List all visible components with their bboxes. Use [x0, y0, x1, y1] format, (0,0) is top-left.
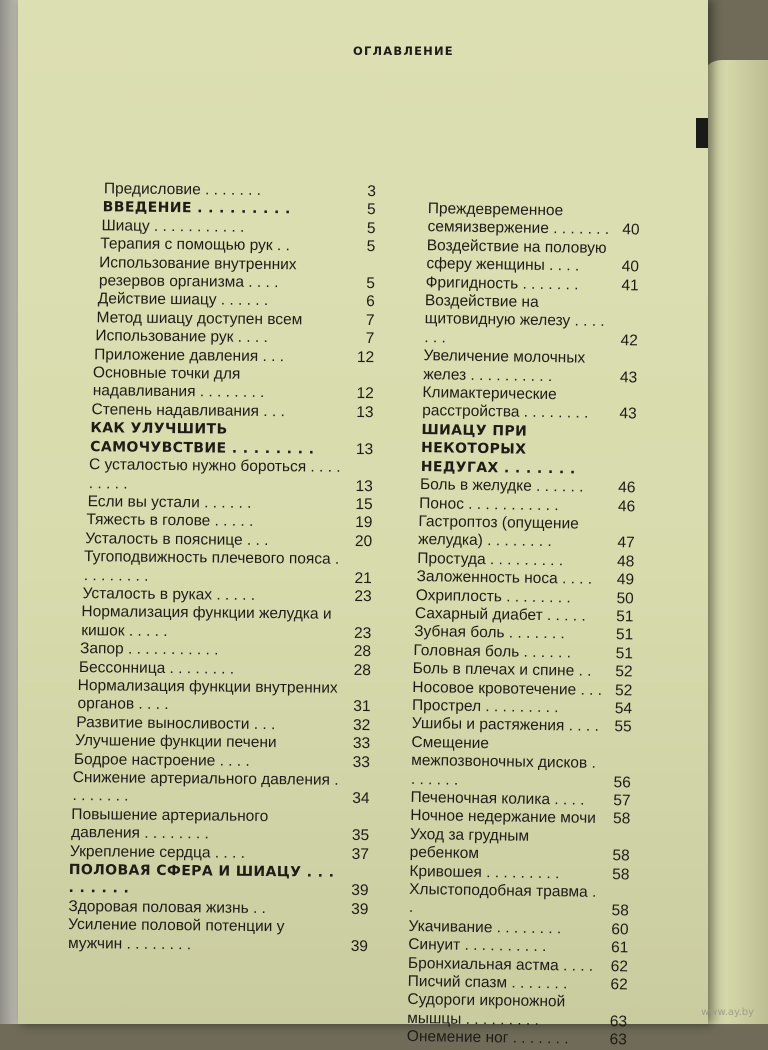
toc-entry-page: 5 — [366, 275, 376, 293]
toc-entry-title: Понос . . . . . . . . . . . — [419, 494, 559, 514]
toc-entry-title: Писчий спазм . . . . . . . — [407, 972, 568, 993]
toc-entry-title: Увеличение молочных желез . . . . . . . . . . — [423, 347, 586, 385]
toc-column-right — [407, 200, 640, 1050]
toc-entry-page: 40 — [621, 258, 640, 276]
toc-entry-title: Воздействие на половую сферу женщины . . . . — [426, 236, 607, 275]
toc-entry-page: 32 — [352, 716, 371, 734]
toc-entry-page: 52 — [614, 681, 633, 699]
toc-entry-title: Синуит . . . . . . . . . . — [408, 936, 547, 956]
toc-entry-title: Охриплость . . . . . . . . — [415, 586, 571, 606]
toc-entry-title: ВВЕДЕНИЕ . . . . . . . . . — [102, 199, 291, 218]
toc-entry-title: Хлыстоподобная травма . . — [408, 880, 597, 917]
toc-entry-page: 62 — [610, 957, 629, 976]
toc-entry-page: 43 — [619, 368, 638, 387]
toc-entry — [72, 548, 372, 588]
toc-entry — [407, 991, 628, 1031]
toc-entry — [411, 734, 632, 793]
toc-entry-title: Основные точки для надавливания . . . . . . . . — [92, 364, 265, 402]
toc-entry-page: 52 — [615, 663, 633, 681]
page-title: ОГЛАВЛЕНИЕ — [353, 44, 454, 58]
toc-entry-page: 39 — [351, 900, 369, 918]
next-page-edge — [700, 60, 768, 1024]
toc-entry-page: 40 — [622, 221, 640, 239]
toc-entry-page: 12 — [356, 348, 375, 366]
toc-entry-page: 28 — [353, 643, 372, 661]
toc-entry-title: Тугоподвижность плечевого пояса . . . . . . . . . — [83, 548, 340, 585]
toc-entry-title: ШИАЦУ ПРИ НЕКОТОРЫХ НЕДУГАХ . . . . . . . — [420, 421, 576, 478]
toc-entry — [73, 456, 373, 496]
toc-entry-title: Смещение межпозвоночных дисков . . . . . . . — [410, 733, 596, 789]
toc-entry-title: Терапия с помощью рук . . — [100, 235, 290, 255]
toc-entry-page: 61 — [610, 939, 629, 957]
toc-entry-title: Ночное недержание мочи — [410, 807, 597, 828]
toc-entry-title: Бодрое настроение . . . . — [73, 750, 250, 770]
toc-entry-page: 7 — [365, 311, 375, 329]
toc-entry-page: 54 — [614, 700, 633, 718]
toc-entry-title: Использование рук . . . . — [95, 327, 268, 347]
toc-entry-page: 48 — [616, 552, 635, 571]
toc-entry-page: 50 — [616, 589, 634, 607]
toc-entry-page: 58 — [612, 847, 630, 865]
toc-entry-title: Улучшение функции печени — [75, 732, 277, 752]
toc-entry — [415, 513, 636, 553]
toc-entry-title: Климактерические расстройства . . . . . . . . — [422, 384, 589, 423]
toc-entry-page: 31 — [353, 698, 371, 716]
toc-entry-page: 58 — [612, 865, 630, 883]
toc-entry-page: 46 — [617, 497, 636, 515]
toc-entry-page: 51 — [616, 608, 634, 626]
toc-entry-title: Боль в желудке . . . . . . — [419, 476, 584, 496]
toc-entry-page: 5 — [366, 201, 376, 219]
toc-entry-title: Повышение артериального давления . . . . . . . . — [71, 805, 269, 843]
toc-entry — [410, 826, 631, 866]
toc-entry-title: Шиацу . . . . . . . . . . . — [101, 217, 245, 236]
toc-entry — [407, 1028, 627, 1050]
toc-entry-page: 12 — [356, 385, 374, 403]
toc-entry-title: Усталость в пояснице . . . — [85, 529, 269, 549]
toc-entry-title: Нормализация функции желудка и кишок . . . . . — [81, 603, 332, 640]
toc-entry-title: Бессонница . . . . . . . . — [78, 658, 235, 678]
toc-entry-page: 19 — [355, 514, 373, 532]
page-marker — [696, 118, 708, 148]
toc-entry-page: 6 — [366, 293, 375, 311]
toc-entry-page: 20 — [354, 532, 373, 550]
toc-entry-title: Усиление половой потенции у мужчин . . . . . . . . — [67, 916, 285, 953]
toc-entry-page: 23 — [354, 587, 372, 606]
toc-entry-title: Зубная боль . . . . . . . — [414, 623, 565, 643]
toc-entry — [68, 916, 368, 956]
toc-entry-page: 33 — [352, 735, 371, 753]
toc-entry-title: Прострел . . . . . . . . . — [411, 696, 559, 717]
toc-entry — [418, 292, 639, 351]
toc-entry-title: Укрепление сердца . . . . — [69, 842, 246, 862]
toc-entry — [409, 881, 630, 921]
toc-entry-page: 5 — [366, 219, 376, 237]
toc-column-left — [68, 180, 376, 956]
toc-entry-page: 37 — [351, 845, 370, 863]
toc-entry-title: Метод шиацу доступен всем — [96, 309, 303, 329]
toc-entry-page: 13 — [355, 440, 374, 458]
toc-entry-page: 62 — [610, 976, 628, 994]
toc-entry-title: Предисловие . . . . . . . — [103, 180, 262, 199]
toc-entry-page: 57 — [613, 792, 631, 810]
toc-entry-title: Степень надавливания . . . — [91, 401, 285, 421]
toc-entry-title: ПОЛОВАЯ СФЕРА И ШИАЦУ . . . . . . . . . — [68, 861, 335, 898]
toc-entry-title: Действие шиацу . . . . . . — [97, 290, 269, 310]
toc-entry — [70, 677, 370, 717]
toc-entry-title: Носовое кровотечение . . . — [412, 678, 603, 699]
toc-entry-title: Боль в плечах и спине . . — [412, 660, 592, 680]
toc-entry-title: Печеночная колика . . . . — [410, 788, 585, 809]
toc-entry-title: Онемение ног . . . . . . . — [406, 1028, 569, 1048]
toc-entry-page: 39 — [351, 882, 369, 900]
toc-entry-page: 33 — [352, 753, 371, 771]
toc-entry-title: Уход за грудным ребенком — [409, 825, 530, 863]
toc-entry — [416, 421, 637, 480]
toc-entry-title: Бронхиальная астма . . . . — [407, 954, 594, 975]
toc-entry-title: Приложение давления . . . — [94, 345, 285, 365]
toc-entry-title: Запор . . . . . . . . . . . — [80, 640, 219, 659]
toc-entry-page: 51 — [615, 644, 634, 663]
toc-entry-page: 5 — [366, 238, 376, 256]
toc-entry-page: 47 — [617, 534, 635, 552]
toc-entry — [69, 769, 369, 809]
toc-entry-page: 3 — [367, 183, 376, 201]
toc-entry-page: 23 — [353, 624, 372, 642]
toc-entry-page: 49 — [616, 571, 635, 589]
toc-entry-title: С усталостью нужно бороться . . . . . . . . . — [88, 456, 341, 493]
toc-entry-title: Усталость в руках . . . . . — [82, 585, 256, 604]
toc-entry — [75, 254, 375, 294]
toc-entry-title: Заложенность носа . . . . — [416, 568, 593, 588]
toc-entry-title: Кривошея . . . . . . . . . — [409, 862, 560, 882]
toc-entry-page: 39 — [350, 937, 369, 955]
toc-entry-page: 51 — [615, 626, 634, 644]
toc-entry-page: 15 — [355, 495, 373, 514]
toc-entry-page: 13 — [356, 403, 374, 422]
toc-entry-page: 28 — [353, 661, 371, 679]
toc-entry-page: 7 — [365, 330, 375, 348]
toc-entry-title: Преждевременное семяизвержение . . . . . . . — [427, 200, 610, 239]
toc-entry-title: Если вы устали . . . . . . — [87, 493, 252, 512]
toc-entry-title: Нормализация функции внутренних органов . . . . — [77, 677, 338, 714]
toc-entry — [419, 237, 640, 277]
toc-entry-title: Тяжесть в голове . . . . . — [86, 511, 254, 531]
toc-entry — [74, 364, 374, 404]
toc-entry — [68, 861, 368, 901]
toc-entry — [419, 200, 640, 240]
toc-entry-page: 56 — [613, 773, 632, 791]
toc-entry-title: Воздействие на щитовидную железу . . . . . . . — [424, 292, 605, 347]
toc-entry-page: 34 — [352, 790, 370, 808]
toc-entry-page: 55 — [614, 718, 632, 736]
toc-entry-title: КАК УЛУЧШИТЬ САМОЧУВСТВИЕ . . . . . . . . — [90, 420, 315, 458]
toc-entry-page: 35 — [351, 827, 370, 845]
toc-entry — [417, 347, 638, 387]
toc-entry-page: 41 — [621, 276, 639, 295]
toc-entry-title: Головная боль . . . . . . — [413, 641, 572, 662]
toc-entry-page: 58 — [612, 810, 631, 828]
toc-entry-page: 63 — [609, 1012, 628, 1031]
toc-entry-page: 42 — [620, 332, 638, 350]
toc-entry-title: Фригидность . . . . . . . — [425, 273, 579, 294]
toc-entry — [73, 419, 373, 459]
toc-entry-title: Ушибы и растяжения . . . . — [411, 715, 599, 736]
toc-entry-title: Сахарный диабет . . . . . — [414, 604, 586, 625]
toc-entry — [417, 384, 638, 424]
toc-entry-title: Снижение артериального давления . . . . . . . . — [72, 768, 339, 805]
toc-entry-title: Гастроптоз (опущение желудка) . . . . . . . . — [418, 512, 579, 551]
toc-entry-title: Здоровая половая жизнь . . — [68, 897, 267, 917]
toc-entry-title: Укачивание . . . . . . . . — [408, 917, 562, 938]
watermark: www.ay.by — [701, 1007, 754, 1018]
toc-entry-title: Простуда . . . . . . . . . — [417, 549, 564, 570]
toc-entry-page: 43 — [619, 405, 637, 423]
toc-entry-title: Развитие выносливости . . . — [76, 713, 276, 733]
toc-entry-title: Судороги икроножной мышцы . . . . . . . . . — [407, 991, 566, 1029]
toc-entry-page: 60 — [611, 920, 629, 939]
toc-entry — [71, 603, 371, 643]
toc-entry-page: 58 — [611, 902, 629, 920]
toc-entry-page: 13 — [355, 477, 373, 495]
toc-entry-page: 63 — [609, 1031, 627, 1049]
toc-entry-page: 46 — [618, 479, 636, 497]
toc-entry — [69, 806, 369, 846]
toc-entry-title: Использование внутренних резервов организма . . . . — [98, 253, 297, 292]
toc-entry-page: 21 — [354, 569, 372, 587]
